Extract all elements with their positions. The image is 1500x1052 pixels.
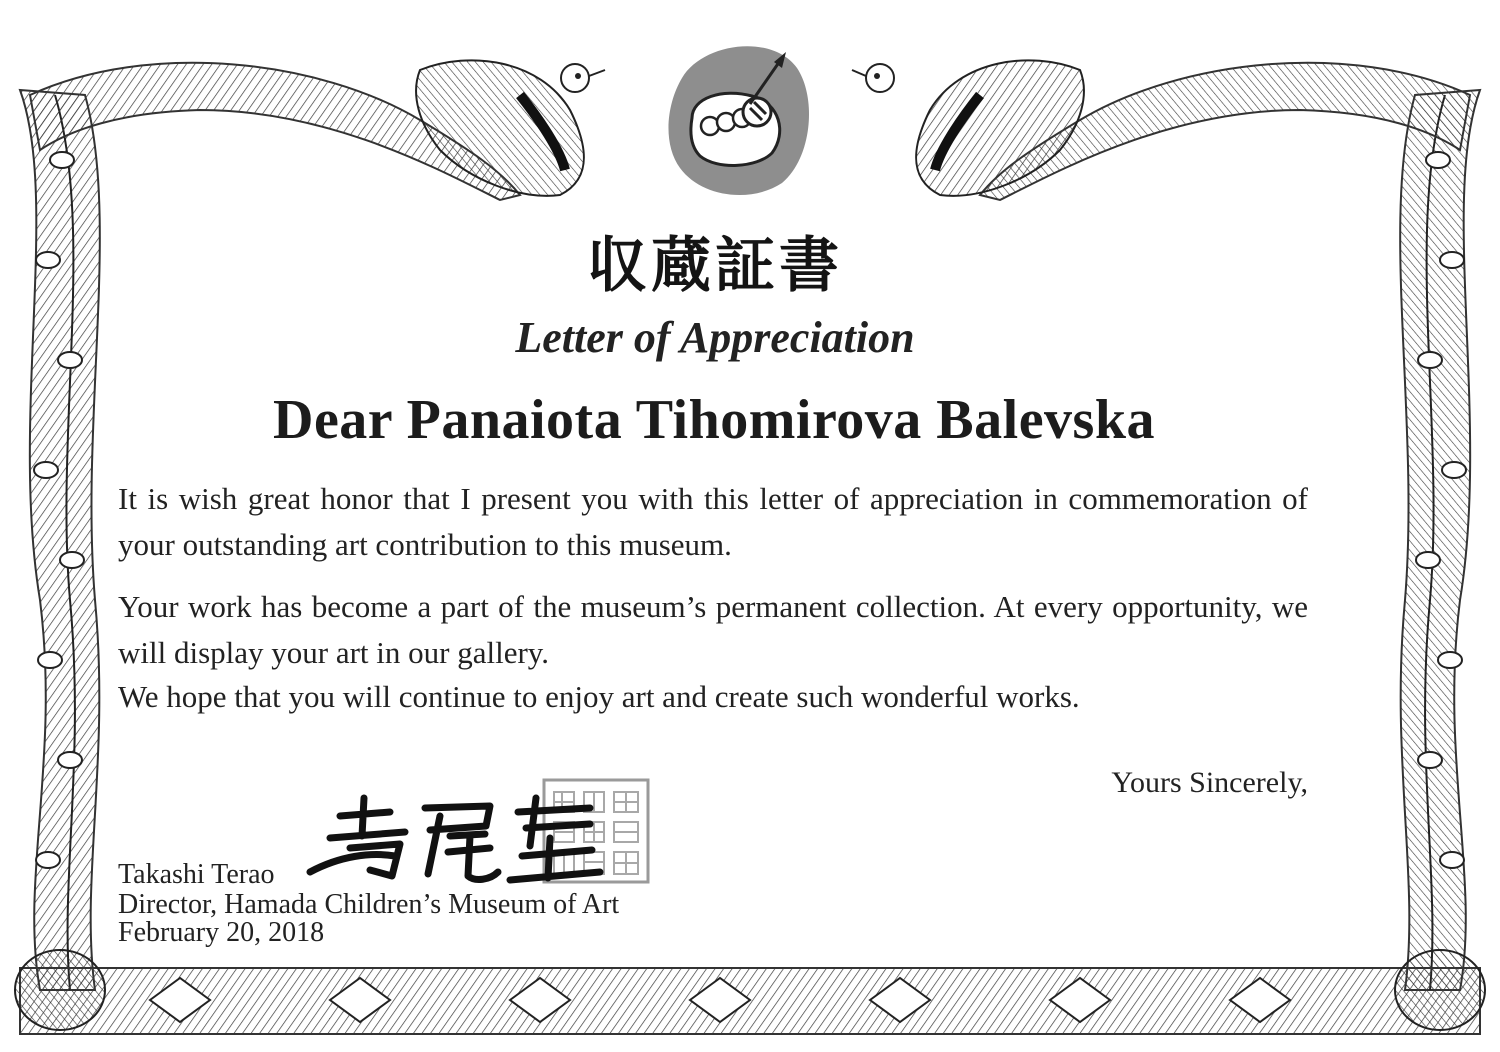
body-paragraph-1: It is wish great honor that I present you with this letter of appreciation in commemoration of your outstanding art contribution to this museum. (118, 481, 1308, 562)
body-paragraph-3: We hope that you will continue to enjoy art and create such wonderful works. (118, 679, 1080, 714)
museum-emblem-icon (662, 38, 812, 196)
signing-date: February 20, 2018 (118, 917, 325, 948)
recipient-salutation: Dear Panaiota Tihomirova Balevska (273, 389, 1155, 451)
closing-line: Yours Sincerely, (1111, 766, 1308, 799)
certificate-title-english: Letter of Appreciation (515, 313, 915, 362)
signer-title: Director, Hamada Children’s Museum of Art (118, 889, 620, 920)
certificate-title-japanese: 収蔵証書 (587, 231, 843, 301)
body-paragraph-2: Your work has become a part of the museum’s permanent collection. At every opportunity, we will display your art in our gallery. (118, 589, 1308, 670)
phoenix-left-icon (416, 60, 605, 195)
bottom-leaf-band (15, 950, 1485, 1034)
signer-name: Takashi Terao (118, 859, 275, 890)
handwritten-signature-icon (300, 786, 610, 896)
